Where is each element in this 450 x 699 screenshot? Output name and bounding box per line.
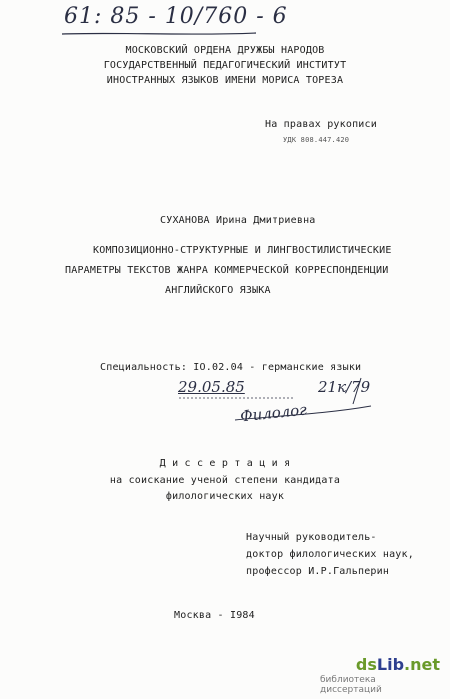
title-line-1: КОМПОЗИЦИОННО-СТРУКТУРНЫЕ И ЛИНГВОСТИЛИСТИЧЕСКИЕ: [93, 245, 392, 256]
title-line-3: АНГЛИЙСКОГО ЯЗЫКА: [165, 285, 271, 296]
logo-lib: Lib: [376, 655, 405, 674]
advisor-line-1: Научный руководитель-: [246, 532, 377, 543]
author-name: СУХАНОВА Ирина Дмитриевна: [160, 215, 316, 226]
advisor-line-2: доктор филологических наук,: [246, 549, 414, 560]
stamp-number: 21к/79: [318, 378, 371, 396]
dissertation-line-1: на соискание ученой степени кандидата: [109, 475, 341, 486]
watermark-subtitle: библиотека диссертаций: [320, 675, 382, 695]
dissertation-heading: Д и с с е р т а ц и я: [159, 458, 291, 469]
logo-net: .net: [404, 655, 440, 674]
institution-line-1: МОСКОВСКИЙ ОРДЕНА ДРУЖБЫ НАРОДОВ: [125, 45, 325, 56]
udk-code: УДК 808.447.420: [283, 136, 350, 144]
dissertation-line-2: филологических наук: [165, 491, 285, 502]
institution-line-3: ИНОСТРАННЫХ ЯЗЫКОВ ИМЕНИ МОРИСА ТОРЕЗА: [106, 75, 344, 86]
dslib-watermark: [320, 653, 440, 695]
manuscript-rights: На правах рукописи: [265, 119, 377, 130]
dslib-logo: [356, 655, 440, 674]
institution-line-2: ГОСУДАРСТВЕННЫЙ ПЕДАГОГИЧЕСКИЙ ИНСТИТУТ: [103, 60, 347, 71]
place-year: Москва - I984: [174, 610, 255, 621]
stamp-date: 29.05.85: [178, 378, 245, 396]
advisor-line-3: профессор И.Р.Гальперин: [246, 566, 390, 577]
specialty: Специальность: IO.02.04 - германские языки: [100, 362, 362, 373]
stamp-marks: [175, 376, 375, 426]
archive-number: 61: 85 - 10/760 - 6: [64, 4, 288, 29]
title-line-2: ПАРАМЕТРЫ ТЕКСТОВ ЖАНРА КОММЕРЧЕСКОЙ КОРРЕСПОНДЕНЦИИ: [65, 265, 389, 276]
logo-ds: ds: [355, 655, 377, 674]
archive-number-underline: [60, 30, 260, 38]
stamp-signature: Филолог: [239, 400, 308, 426]
